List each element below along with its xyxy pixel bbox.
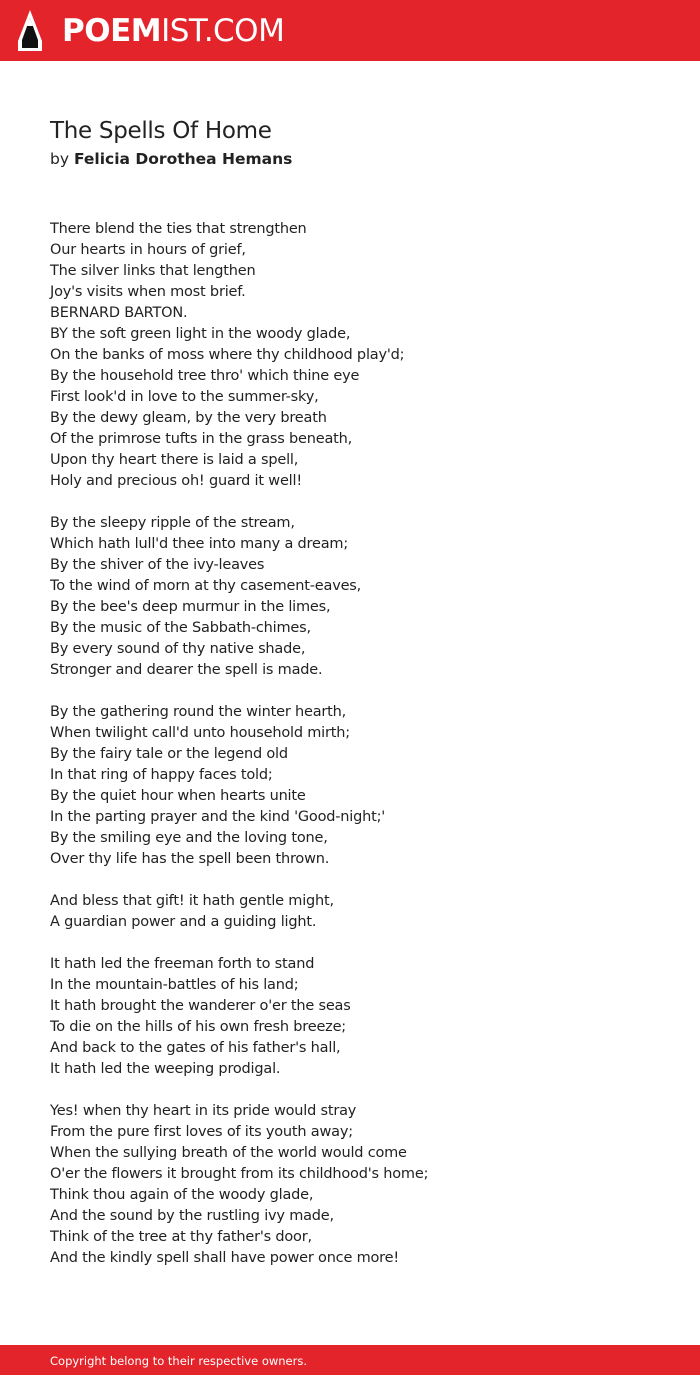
poem-line: In the mountain-battles of his land; [50,977,299,993]
poem-line: Yes! when thy heart in its pride would stray [50,1103,357,1119]
poem-line: O'er the flowers it brought from its childhood's home; [50,1166,429,1182]
poem-line: And bless that gift! it hath gentle might, [50,893,334,909]
poem-line: Think of the tree at thy father's door, [50,1229,312,1245]
poem-body [50,219,680,1269]
poem-line: In the parting prayer and the kind 'Good-night;' [50,809,386,825]
poem-line: By the household tree thro' which thine eye [50,368,360,384]
poem-line: On the banks of moss where thy childhood play'd; [50,347,405,363]
poem-line: And the sound by the rustling ivy made, [50,1208,334,1224]
poem-line: When the sullying breath of the world would come [50,1145,407,1161]
poem-line: By the bee's deep murmur in the limes, [50,599,331,615]
poem-line: To the wind of morn at thy casement-eaves, [50,578,362,594]
poem-title: The Spells Of Home [50,118,272,144]
poem-line: And back to the gates of his father's hall, [50,1040,341,1056]
site-footer [0,1345,700,1375]
poem-line: Over thy life has the spell been thrown. [50,851,330,867]
author-name: Felicia Dorothea Hemans [73,150,293,168]
poem-line: By the sleepy ripple of the stream, [50,515,295,531]
poem-line: By the shiver of the ivy-leaves [50,557,265,573]
poem-line: Our hearts in hours of grief, [50,242,246,258]
poem-line: Which hath lull'd thee into many a dream; [50,536,349,552]
poem-line: BY the soft green light in the woody glade, [50,326,351,342]
pencil-tip-icon[interactable] [17,9,43,52]
stanza-break [50,1080,680,1101]
poem-line: By the fairy tale or the legend old [50,746,288,762]
site-header [0,0,700,61]
poem-byline [50,148,292,170]
stanza-break [50,933,680,954]
poem-line: A guardian power and a guiding light. [50,914,317,930]
stanza-break [50,870,680,891]
poem-line: It hath brought the wanderer o'er the seas [50,998,351,1014]
logo-bold-text: POEM [62,13,162,49]
poem-line: Of the primrose tufts in the grass beneath, [50,431,353,447]
poem-line: And the kindly spell shall have power once more! [50,1250,399,1266]
site-logo[interactable] [62,9,284,53]
stanza-break [50,681,680,702]
poem-line: Upon thy heart there is laid a spell, [50,452,299,468]
poem-line: It hath led the freeman forth to stand [50,956,315,972]
poem-line: There blend the ties that strengthen [50,221,307,237]
poem-line: In that ring of happy faces told; [50,767,273,783]
poem-line: By every sound of thy native shade, [50,641,306,657]
poem-line: Holy and precious oh! guard it well! [50,473,302,489]
logo-light-text: IST.COM [161,13,285,49]
poem-line: To die on the hills of his own fresh breeze; [50,1019,346,1035]
poem-line: Stronger and dearer the spell is made. [50,662,323,678]
poem-line: By the gathering round the winter hearth, [50,704,347,720]
poem-line: First look'd in love to the summer-sky, [50,389,319,405]
stanza-break [50,492,680,513]
poem-line: It hath led the weeping prodigal. [50,1061,281,1077]
poem-line: By the smiling eye and the loving tone, [50,830,328,846]
poem-line: Joy's visits when most brief. [50,284,246,300]
poem-line: From the pure first loves of its youth away; [50,1124,353,1140]
poem-line: By the quiet hour when hearts unite [50,788,306,804]
poem-line: BERNARD BARTON. [50,305,188,321]
poem-line: By the music of the Sabbath-chimes, [50,620,311,636]
poem-line: When twilight call'd unto household mirth; [50,725,350,741]
poem-line: The silver links that lengthen [50,263,256,279]
poem-line: By the dewy gleam, by the very breath [50,410,327,426]
copyright-text: Copyright belong to their respective owners. [50,1354,308,1368]
by-label: by [50,150,70,168]
poem-line: Think thou again of the woody glade, [50,1187,314,1203]
